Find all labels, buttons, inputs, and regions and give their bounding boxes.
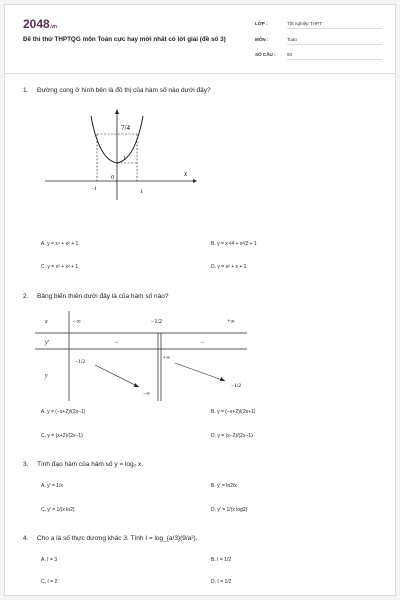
exam-page — [4, 4, 396, 596]
q3-option-c[interactable]: C. y′ = 1/(x ln2) — [41, 507, 75, 513]
q1-option-b[interactable]: B. y = x⁴/4 + x²/2 + 1 — [211, 241, 257, 247]
header — [5, 5, 395, 71]
q2-option-d[interactable]: D. y = (x−2)/(2x−1) — [211, 433, 253, 439]
table-x-val-0: −∞ — [73, 319, 81, 325]
table-x-val-1: −1/2 — [151, 319, 163, 325]
header-divider — [5, 73, 395, 74]
table-y-mid-top: +∞ — [163, 355, 171, 361]
meta-lop-label: LỚP : — [255, 21, 268, 26]
graph-label-neg-one: -1 — [92, 186, 97, 192]
variation-table — [35, 311, 247, 401]
q1-option-d[interactable]: D. y = x² + x + 1 — [211, 264, 247, 270]
graph-label-one: 1 — [123, 156, 126, 162]
q2-option-b[interactable]: B. y = (−x+2)/(2x+1) — [211, 409, 256, 415]
q1-option-c[interactable]: C. y = x³ + x² + 1 — [41, 264, 79, 270]
table-arrow-1 — [95, 365, 139, 387]
table-x-val-2: +∞ — [227, 319, 235, 325]
table-y-label: y — [45, 373, 48, 379]
q1-option-a[interactable]: A. y = x⁴ + x² + 1 — [41, 241, 79, 247]
q3-option-a[interactable]: A. y′ = 1/x — [41, 483, 63, 489]
question-1-text: Đường cong ở hình bên là đồ thị của hàm số nào dưới đây? — [37, 87, 211, 94]
q4-option-b[interactable]: B. I = 1/2 — [211, 557, 232, 563]
table-x-label: x — [45, 319, 48, 325]
question-3: 3. Tính đạo hàm của hàm số y = log₂ x. — [23, 461, 144, 468]
meta-lop-value: Tốt nghiệp THPT — [287, 21, 382, 29]
question-1: 1. Đường cong ở hình bên là đồ thị của hàm số nào dưới đây? — [23, 87, 211, 94]
meta-socau-label: SỐ CÂU : — [255, 52, 276, 57]
meta-socau-value: 50 — [287, 52, 382, 60]
q4-option-a[interactable]: A. I = 3 — [41, 557, 57, 563]
q3-option-d[interactable]: D. y′ = 1/(x log2) — [211, 507, 248, 513]
q3-option-b[interactable]: B. y′ = ln2/x — [211, 483, 237, 489]
meta-mon-value: Toán — [287, 37, 382, 45]
q2-option-a[interactable]: A. y = (−x+2)/(2x−1) — [41, 409, 86, 415]
table-y-left-bottom: −∞ — [143, 391, 151, 397]
function-graph — [41, 108, 201, 203]
table-y-left-top: −1/2 — [75, 359, 86, 365]
q4-option-c[interactable]: C. I = 2 — [41, 579, 58, 585]
brand-logo: 2048.vn — [23, 17, 57, 31]
table-yprime-label: y′ — [45, 340, 49, 346]
question-2-text: Bảng biến thiên dưới đây là của hàm số nào? — [37, 293, 169, 300]
question-4-text: Cho a là số thực dương khác 3. Tính I = log_{a/3}(9/a²). — [37, 535, 198, 542]
question-4: 4. Cho a là số thực dương khác 3. Tính I = log_{a/3}(9/a²). — [23, 535, 198, 542]
table-yprime-sign-1: − — [201, 340, 205, 346]
table-yprime-sign-0: − — [115, 340, 119, 346]
graph-label-top: 7/4 — [121, 124, 130, 132]
question-2: 2. Bảng biến thiên dưới đây là của hàm số nào? — [23, 293, 169, 300]
graph-label-x-one: 1 — [140, 189, 143, 195]
graph-label-zero: 0 — [111, 175, 114, 181]
q2-option-c[interactable]: C. y = (x+2)/(2x−1) — [41, 433, 83, 439]
table-arrow-2 — [175, 363, 225, 381]
q4-option-d[interactable]: D. I = 1/2 — [211, 579, 232, 585]
graph-axis-x-label: x — [184, 170, 188, 178]
meta-mon-label: MÔN : — [255, 37, 269, 42]
table-y-right-bottom: −1/2 — [231, 383, 242, 389]
document-title: Đề thi thử THPTQG môn Toán cực hay mới nhất có lời giải (đề số 3) — [23, 36, 226, 43]
question-3-text: Tính đạo hàm của hàm số y = log₂ x. — [37, 461, 144, 468]
